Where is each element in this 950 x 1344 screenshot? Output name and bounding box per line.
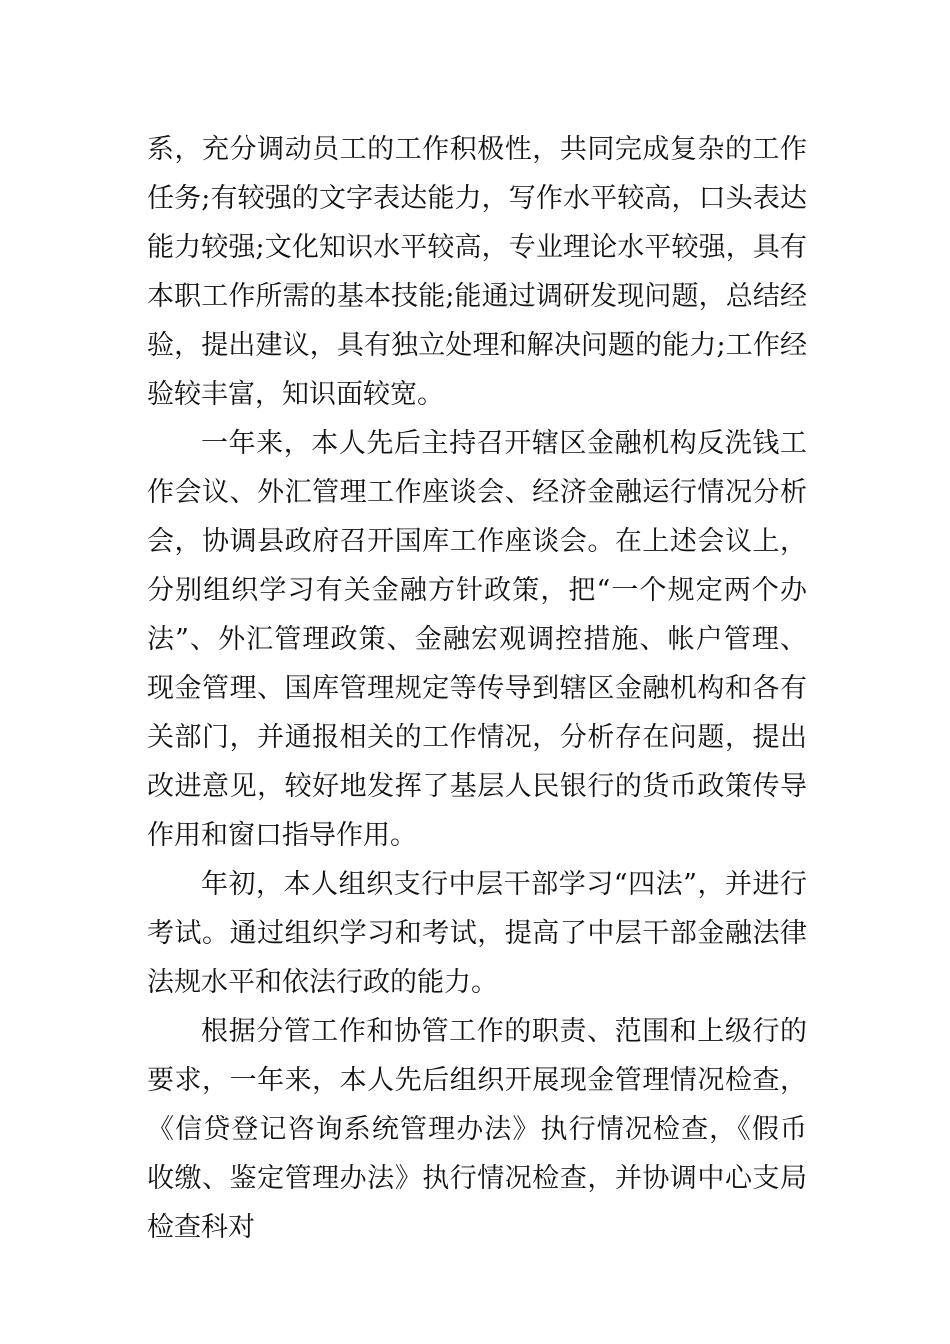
paragraph-inspections: 根据分管工作和协管工作的职责、范围和上级行的要求，一年来，本人先后组织开展现金管理情况检查，《信贷登记咨询系统管理办法》执行情况检查，《假币收缴、鉴定管理办法》执行情况检查，并协调中心支局检查科对 bbox=[147, 1016, 807, 1243]
paragraph-meetings: 一年来，本人先后主持召开辖区金融机构反洗钱工作会议、外汇管理工作座谈会、经济金融运行情况分析会，协调县政府召开国库工作座谈会。在上述会议上，分别组织学习有关金融方针政策，把“一个规定两个办法”、外汇管理政策、金融宏观调控措施、帐户管理、现金管理、国库管理规定等传导到辖区金融机构和各有关部门，并通报相关的工作情况，分析存在问题，提出改进意见，较好地发挥了基层人民银行的货币政策传导作用和窗口指导作用。 bbox=[147, 428, 807, 851]
paragraph-continuation: 系，充分调动员工的工作积极性，共同完成复杂的工作任务;有较强的文字表达能力，写作水平较高，口头表达能力较强;文化知识水平较高，专业理论水平较强，具有本职工作所需的基本技能;能通过调研发现问题，总结经验，提出建议，具有独立处理和解决问题的能力;工作经验较丰富，知识面较宽。 bbox=[147, 134, 807, 410]
document-body bbox=[147, 125, 807, 1252]
paragraph-law-study: 年初，本人组织支行中层干部学习“四法”，并进行考试。通过组织学习和考试，提高了中层干部金融法律法规水平和依法行政的能力。 bbox=[147, 869, 807, 998]
